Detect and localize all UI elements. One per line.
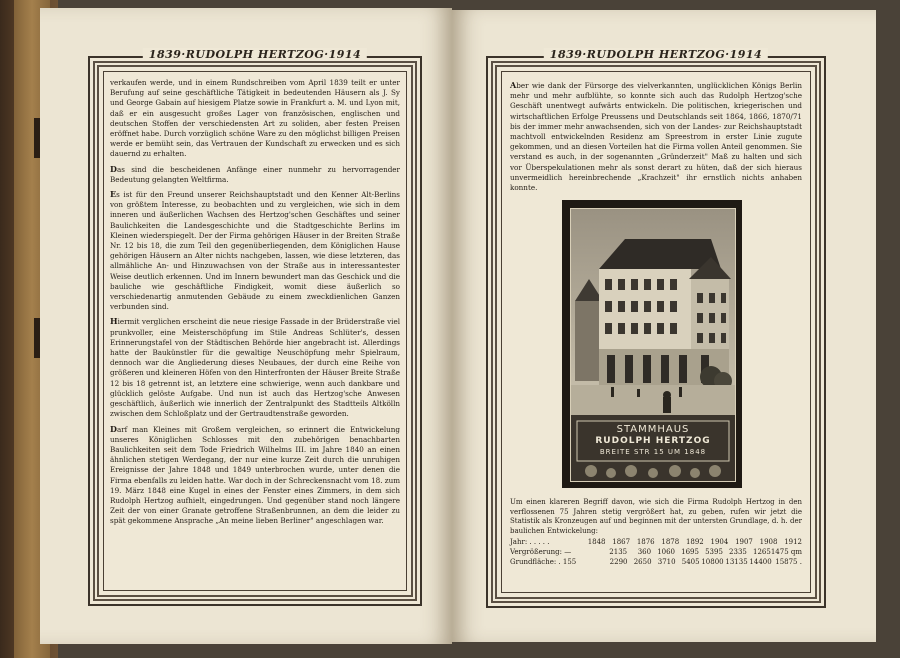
left-paragraph: verkaufen werde, und in einem Rundschreiben vom April 1839 teilt er unter Berufung auf seine geschäftliche Tätigkeit in bedeutenden Häusern als J. Sy und George Gabain auf hiesigem Platze sowie in Frankfurt a. M. und Lyon mit, daß er ein ausgesucht großes Lager von französischen, englischen und deutschen Stoffen der verschiedensten Art zu soliden, aber festen Preisen eröffnet habe. Durch vorzüglich schöne Ware zu den möglichst billigen Preisen werde er bemüht sein, das Vertrauen der Kundschaft zu erwecken und es sich dauernd zu erhalten. (110, 78, 400, 159)
stats-value: 1265 (753, 547, 771, 556)
stats-value: 360 (637, 547, 652, 556)
right-ornamental-frame (486, 48, 826, 608)
right-text-block (510, 80, 802, 200)
stats-value: 5395 (705, 547, 723, 556)
stats-label: Grundfläche: . 155 (510, 557, 577, 566)
stats-value: 1912 (784, 538, 803, 547)
left-text-block (110, 78, 400, 588)
stats-value: 2290 (609, 557, 628, 566)
stats-value: 5405 (681, 557, 700, 566)
right-page (452, 10, 876, 642)
stats-label: Vergrößerung: — (510, 547, 572, 556)
stats-value: 2650 (633, 557, 652, 566)
stats-value: 1876 (636, 538, 655, 547)
stats-value: 15875 . (775, 557, 802, 566)
building-engraving-plate (562, 200, 742, 488)
stats-value (579, 558, 603, 568)
building-illustration (571, 209, 735, 481)
stats-value: 1908 (759, 538, 778, 547)
left-page (40, 8, 452, 644)
stats-value: 1878 (661, 538, 680, 547)
left-paragraph: Es ist für den Freund unserer Reichshauptstadt und den Kenner Alt-Berlins von größtem Interesse, zu beobachten und zu vergleichen, wie sich in dem inneren und äußerlichen Wachsen des Hertzog'schen Geschäftes und seiner Baulichkeiten die Landesgeschichte und die Stadtgeschichte Berlins im Kleinen wiederspiegelt. Der der Firma gehörigen Häuser in der Breiten Straße Nr. 12 bis 18, die zum Teil den gegenüberliegenden, dem Königlichen Hause gehörigen Häusern an Alter nichts nachgeben, lassen, wie diese letzteren, das allmähliche An- und Hinzuwachsen von der Straße aus in interessantester Weise deutlich erkennen. Und im Innern bewundert man das Geschick und die bauliche wie geschäftliche Findigkeit, womit diese äußerlich so verschiedenartig anmutenden Gebäude zu einem zweckdienlichen Ganzen verbunden sind. (110, 189, 400, 312)
stats-value (579, 548, 603, 558)
stats-label: Jahr: . . . . . (510, 538, 550, 547)
stats-value: 1867 (612, 538, 631, 547)
stats-value: 3710 (657, 557, 676, 566)
left-paragraph: Darf man Kleines mit Großem vergleichen, so erinnert die Entwickelung unseres Königlichen Schlosses mit den zubehörigen benachbarten Baulichkeiten seit dem Tode Friedrich Wilhelms III. im Jahre 1840 an einen ähnlichen stetigen Werdegang, der nur eine kurze Zeit durch die unruhigen Ereignisse der Jahre 1848 und 1849 unterbrochen wurde, unter denen die Firma ebenfalls zu leiden hatte. War doch in der Schreckensnacht vom 18. zum 19. März 1848 eine Kugel in eines der Fenster eines Zimmers, in dem sich Rudolph Hertzog aufhielt, eingedrungen. Und gegenüber stand noch längere Zeit der von einer Granate getroffene Straßenbrunnen, an dem die leider zu spät gekommene Ansprache „An meine lieben Berliner" angeschlagen war. (110, 423, 401, 526)
stats-value: 1475 qm (770, 547, 802, 556)
stats-row-jahr (510, 538, 802, 548)
stats-value: 2135 (609, 547, 628, 556)
left-paragraph: Hiermit verglichen erscheint die neue riesige Fassade in der Brüderstraße viel prunkvoller, eine Meisterschöpfung im Stile Andreas Schlüter's, dessen Erinnerungstafel von der Städtischen Behörde hier angebracht ist. Allerdings hatte der Baukünstler für die gewaltige Neuschöpfung mehr Spielraum, dennoch war die Angliederung dieses Neubaues, der durch eine Reihe von größeren und kleineren Höfen von den Hinterfronten der Häuser Breite Straße 12 bis 18 getrennt ist, an letztere eine schwierige, wenn auch dankbare und glücklich gelöste Aufgabe. Und nun ist auch das Hertzog'sche Anwesen geschäftlich, äußerlich wie innerlich der Zentralpunkt des Stadtteils Altkölln zwischen dem Schloßplatz und der Gertraudtenstraße geworden. (110, 316, 400, 419)
stats-value: 2335 (729, 547, 747, 556)
stats-value: 10800 (701, 557, 724, 566)
left-page-header: 1839·RUDOLPH HERTZOG·1914 (143, 48, 367, 61)
left-paragraph: Das sind die bescheidenen Anfänge einer nunmehr zu hervorragender Bedeutung gelangten Weltfirma. (110, 163, 400, 184)
stats-value: 1848 (587, 538, 606, 547)
plate-caption-line3: BREITE STR 15 UM 1848 (599, 448, 707, 456)
stats-value: 1695 (681, 547, 699, 556)
plate-caption-line1: STAMMHAUS (616, 424, 690, 435)
stats-value: 1904 (710, 538, 729, 547)
statistics-block (510, 498, 802, 567)
right-page-header: 1839·RUDOLPH HERTZOG·1914 (544, 48, 768, 61)
right-paragraph: Aber wie dank der Fürsorge des vielverkannten, unglücklichen Königs Berlin mehr und mehr aufblühte, so konnte sich auch das Rudolph Hertzog'sche Geschäft unentwegt aufwärts entwickeln. Die politischen, kriegerischen und wirtschaftlichen Erfolge Preussens und Deutschlands seit 1864, 1866, 1870/71 bis der immer mehr anwachsenden, sich von der Landes- zur Reichshauptstadt machtvoll entwickelnden Residenz am Spreestrom in erster Linie zugute gekommen, und an diesen Vorteilen hat die Firma vollen Anteil genommen. Sie verstand es auch, in der sogenannten „Gründerzeit" Maß zu halten und sich vor Überspekulationen mehr als sonst derart zu hüten, daß der sich hieraus unvermeidlich hereinbrechende „Krachzeit" ihr ernstlich nichts anhaben konnte. (510, 80, 802, 193)
stats-row-grundflaeche (510, 558, 802, 568)
stats-value: 1892 (685, 538, 704, 547)
building-engraving (570, 208, 736, 482)
stats-value: 14400 (749, 557, 772, 566)
stats-value: 1907 (735, 538, 753, 547)
left-ornamental-frame (88, 48, 422, 606)
statistics-intro: Um einen klareren Begriff davon, wie sich die Firma Rudolph Hertzog in den verflossenen 75 Jahren stetig vergrößert hat, zu geben, rufen wir jetzt die Statistik als Kronzeugen auf und beginnen mit der untersten Grundlage, d. h. der baulichen Entwickelung: (510, 498, 802, 535)
stats-value: 1060 (657, 547, 676, 556)
stats-row-vergroesserung (510, 548, 802, 558)
stats-value: 13135 (725, 557, 748, 566)
plate-caption-line2: RUDOLPH HERTZOG (595, 436, 711, 446)
